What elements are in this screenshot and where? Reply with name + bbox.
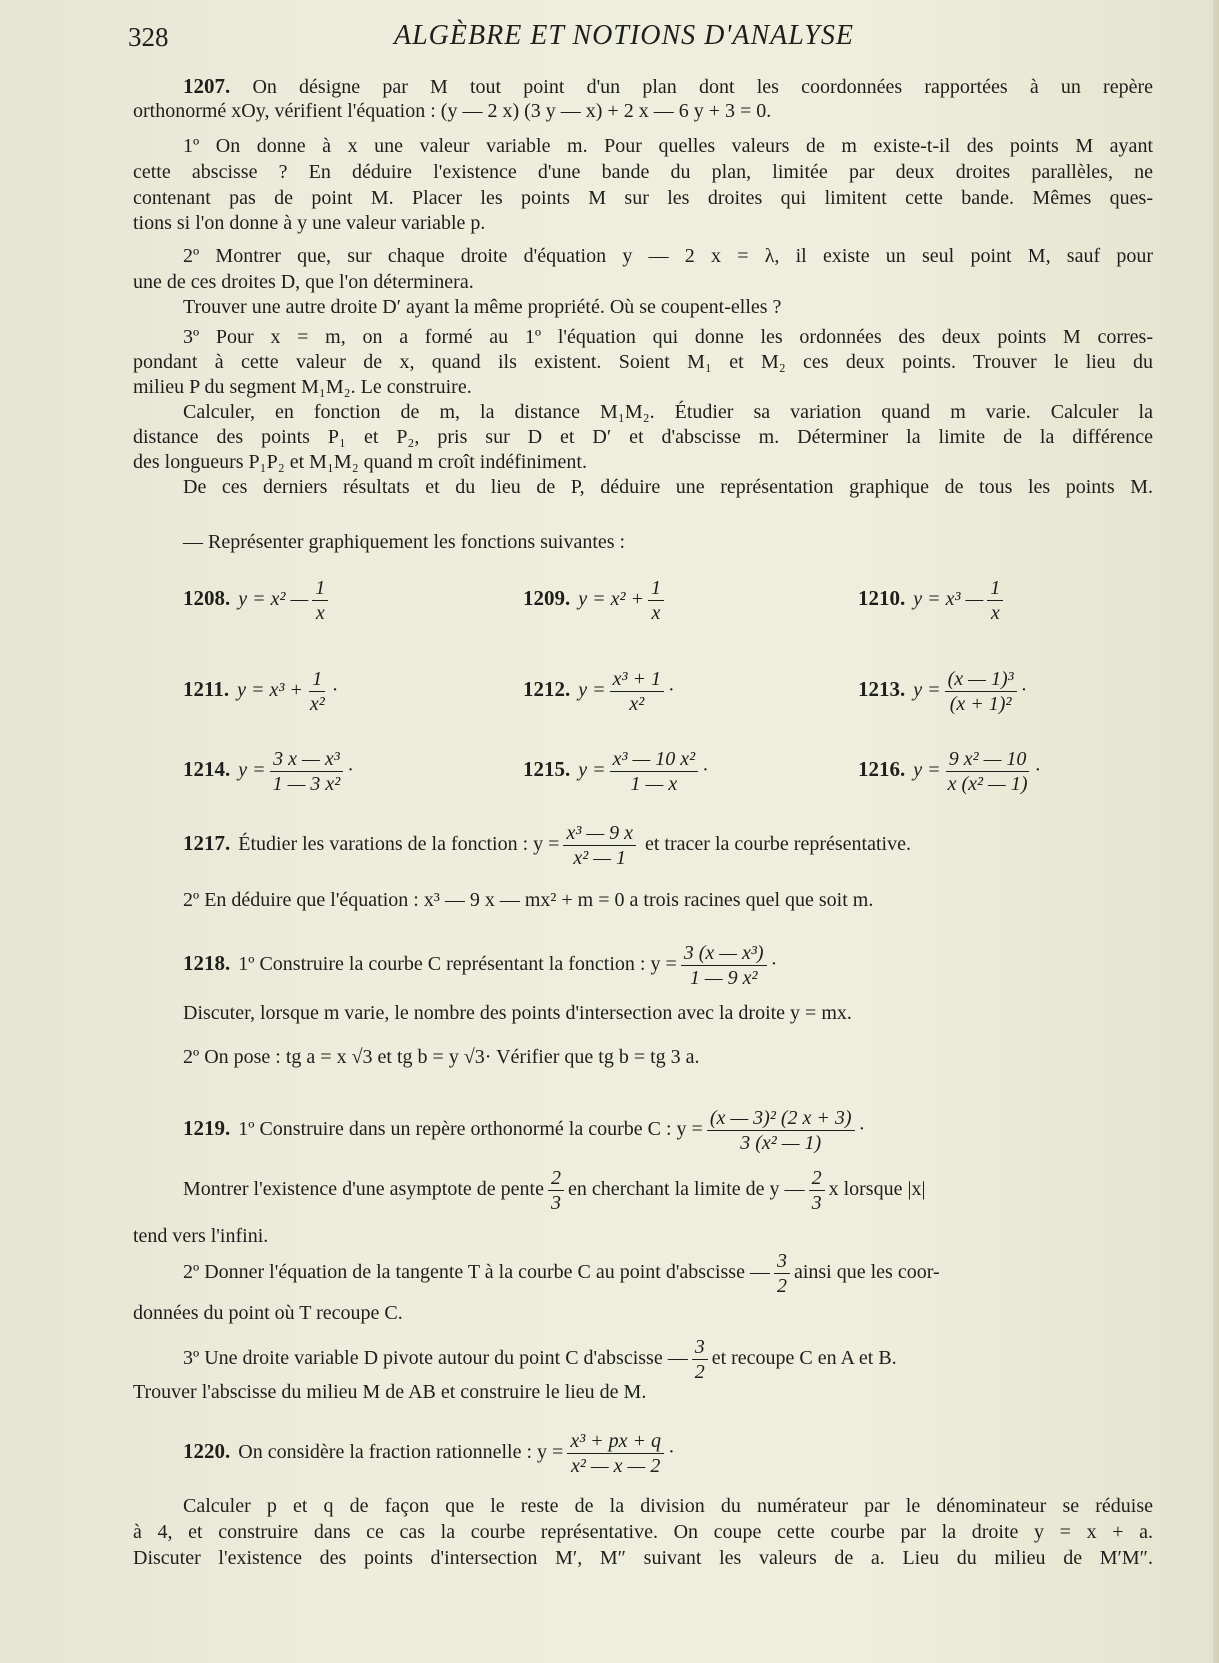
page-edge (1213, 0, 1219, 1663)
exercise-1217-line: 1217. Étudier les varations de la fonction : y = $\frac{\text{x³ — 9 x}}{\text{x² — 1}}$ et tracer la courbe représentative. (183, 822, 911, 869)
function-item: 1210. y = x³ — $\frac{1}{x}$ (858, 577, 1007, 624)
function-item: 1214. y = $\frac{\text{3 x — x³}}{\text{1 — 3 x²}}$ · (183, 748, 354, 795)
exercise-1207-line: 1207. On désigne par M tout point d'un plan dont les coordonnées rapportées à un repère (183, 74, 1154, 98)
exercise-1207-line: cette abscisse ? En déduire l'existence d'une bande du plan, limitée par deux droites parallèles, ne (133, 161, 1153, 183)
exercise-1218-line: Discuter, lorsque m varie, le nombre des points d'intersection avec la droite y = mx. (183, 1002, 852, 1024)
fraction: $\frac{\text{x³ + 1}}{\text{x²}}$ (610, 668, 664, 715)
exercise-1218-line: 2º On pose : tg a = x √3 et tg b = y √3· Vérifier que tg b = tg 3 a. (183, 1046, 700, 1068)
fraction: $\frac{2}{3}$ (809, 1167, 825, 1214)
function-item: 1215. y = $\frac{\text{x³ — 10 x²}}{1 — x}$ · (523, 748, 709, 795)
fraction: $\frac{\text{x³ — 9 x}}{\text{x² — 1}}$ (563, 822, 636, 869)
exercise-1207-line: pondant à cette valeur de x, quand ils existent. Soient M₁ et M₂ ces deux points. Trouver le lieu du (133, 351, 1153, 373)
function-item: 1209. y = x² + $\frac{1}{x}$ (523, 577, 668, 624)
exercise-1207-line: 1º On donne à x une valeur variable m. Pour quelles valeurs de m existe-t-il des points M ayant (183, 135, 1153, 157)
function-item: 1211. y = x³ + $\frac{1}{\text{x²}}$ · (183, 668, 339, 715)
fraction: $\frac{3}{2}$ (774, 1250, 790, 1297)
exercise-1207-line: orthonormé xOy, vérifient l'équation : (y — 2 x) (3 y — x) + 2 x — 6 y + 3 = 0. (133, 100, 772, 122)
exercise-1219-line: Montrer l'existence d'une asymptote de pente $\frac{2}{3}$ en cherchant la limite de y — $\frac{2}{3}$ x lorsque |x| (183, 1167, 926, 1214)
fraction: $\frac{\text{3 x — x³}}{\text{1 — 3 x²}}$ (270, 748, 344, 795)
exercise-1207-line: tions si l'on donne à y une valeur variable p. (133, 212, 486, 234)
fraction: $\frac{\text{(x — 3)² (2 x + 3)}}{\text{3 (x² — 1)}}$ (707, 1107, 855, 1154)
exercise-1219-line: Trouver l'abscisse du milieu M de AB et construire le lieu de M. (133, 1381, 647, 1403)
fraction: $\frac{\text{x³ + px + q}}{\text{x² — x — 2}}$ (567, 1430, 664, 1477)
exercise-number: 1207. (183, 74, 231, 98)
exercise-1207-line: des longueurs P₁P₂ et M₁M₂ quand m croît indéfiniment. (133, 451, 587, 473)
exercise-1220-line: à 4, et construire dans ce cas la courbe représentative. On coupe cette courbe par la droite y = x + a. (133, 1521, 1153, 1543)
fraction: $\frac{\text{x³ — 10 x²}}{1 — x}$ (610, 748, 699, 795)
exercise-1219-line: données du point où T recoupe C. (133, 1302, 403, 1324)
exercise-1220-line: Calculer p et q de façon que le reste de la division du numérateur par le dénominateur se réduise (183, 1495, 1153, 1517)
page-number: 328 (128, 22, 169, 52)
fraction: $\frac{1}{x}$ (987, 577, 1003, 624)
exercise-1207-line: 2º Montrer que, sur chaque droite d'équation y — 2 x = λ, il existe un seul point M, sauf pour (183, 245, 1153, 267)
exercise-1207-line: 3º Pour x = m, on a formé au 1º l'équation qui donne les ordonnées des deux points M corres- (183, 326, 1153, 348)
fraction: $\frac{1}{x}$ (648, 577, 664, 624)
exercise-1207-line: distance des points P₁ et P₂, pris sur D et D′ et d'abscisse m. Déterminer la limite de la différence (133, 426, 1153, 448)
exercise-1207-line: Calculer, en fonction de m, la distance M₁M₂. Étudier sa variation quand m varie. Calculer la (183, 401, 1153, 423)
function-item: 1208. y = x² — $\frac{1}{x}$ (183, 577, 332, 624)
exercise-1217-line: 2º En déduire que l'équation : x³ — 9 x — mx² + m = 0 a trois racines quel que soit m. (183, 889, 874, 911)
exercise-1220-line: 1220. On considère la fraction rationnelle : y = $\frac{\text{x³ + px + q}}{\text{x² — x — 2}}$ · (183, 1430, 675, 1477)
running-header: ALGÈBRE ET NOTIONS D'ANALYSE (394, 20, 854, 51)
function-item: 1212. y = $\frac{\text{x³ + 1}}{\text{x²}}$ · (523, 668, 675, 715)
fraction: $\frac{2}{3}$ (548, 1167, 564, 1214)
exercise-1219-line: 3º Une droite variable D pivote autour du point C d'abscisse — $\frac{3}{2}$ et recoupe C en A et B. (183, 1336, 897, 1383)
exercise-1207-line: contenant pas de point M. Placer les points M sur les droites qui limitent cette bande. Mêmes ques- (133, 187, 1153, 209)
fraction: $\frac{3}{2}$ (692, 1336, 708, 1383)
fraction: $\frac{1}{x}$ (312, 577, 328, 624)
function-item: 1216. y = $\frac{\text{9 x² — 10}}{\text{x (x² — 1)}}$ · (858, 748, 1042, 795)
function-item: 1213. y = $\frac{\text{(x — 1)³}}{\text{(x + 1)²}}$ · (858, 668, 1028, 715)
functions-intro: — Représenter graphiquement les fonctions suivantes : (183, 531, 626, 553)
exercise-1218-line: 1218. 1º Construire la courbe C représentant la fonction : y = $\frac{\text{3 (x — x³)}}{\text{1 — 9 x²}}$ · (183, 942, 778, 989)
exercise-1207-line: une de ces droites D, que l'on déterminera. (133, 271, 474, 293)
exercise-1220-line: Discuter l'existence des points d'intersection M′, M″ suivant les valeurs de a. Lieu du milieu de M′M″. (133, 1547, 1153, 1569)
fraction: $\frac{\text{(x — 1)³}}{\text{(x + 1)²}}$ (945, 668, 1017, 715)
exercise-1219-line: 2º Donner l'équation de la tangente T à la courbe C au point d'abscisse — $\frac{3}{2}$ ainsi que les coor- (183, 1250, 940, 1297)
exercise-1207-line: milieu P du segment M₁M₂. Le construire. (133, 376, 472, 398)
fraction: $\frac{\text{3 (x — x³)}}{\text{1 — 9 x²}}$ (681, 942, 767, 989)
fraction: $\frac{1}{\text{x²}}$ (309, 668, 325, 715)
exercise-1207-line: De ces derniers résultats et du lieu de P, déduire une représentation graphique de tous les points M. (183, 476, 1153, 498)
exercise-1219-line: tend vers l'infini. (133, 1225, 269, 1247)
exercise-1219-line: 1219. 1º Construire dans un repère orthonormé la courbe C : y = $\frac{\text{(x — 3)² (2 x + 3)}}{\text{3 (x² — 1)}}$ · (183, 1107, 866, 1154)
fraction: $\frac{\text{9 x² — 10}}{\text{x (x² — 1)}}$ (947, 748, 1028, 795)
exercise-1207-line: Trouver une autre droite D′ ayant la même propriété. Où se coupent-elles ? (183, 296, 782, 318)
